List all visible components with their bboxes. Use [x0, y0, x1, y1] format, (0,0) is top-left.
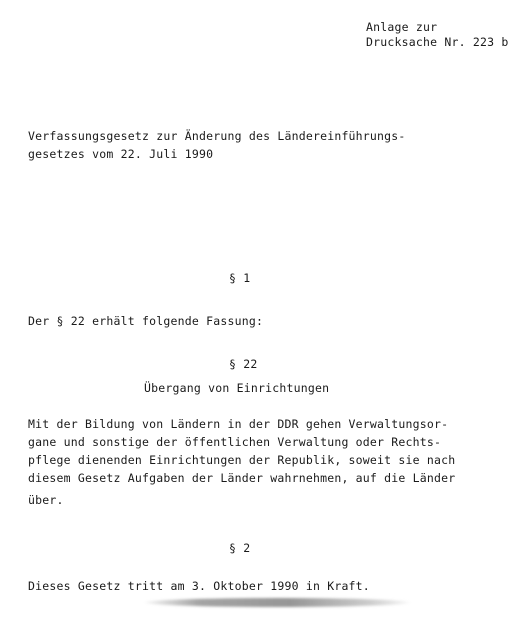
ink-smudge	[145, 598, 410, 607]
annex-line-2: Drucksache Nr. 223 b	[366, 35, 509, 49]
section-22-text-line: pflege dienenden Einrichtungen der Republik, soweit sie nach	[28, 453, 456, 467]
section-22-text-line: diesem Gesetz Aufgaben der Länder wahrnehmen, auf die Länder	[28, 471, 456, 485]
section-22-text-line: über.	[28, 493, 64, 507]
document-title-line-1: Verfassungsgesetz zur Änderung des Ländereinführungs-	[28, 129, 406, 143]
section-2-label: § 2	[229, 541, 251, 555]
section-1-text: Der § 22 erhält folgende Fassung:	[28, 314, 264, 328]
section-22-label: § 22	[229, 357, 258, 371]
section-22-heading: Übergang von Einrichtungen	[144, 381, 330, 395]
annex-line-1: Anlage zur	[366, 20, 438, 34]
section-1-label: § 1	[229, 271, 251, 285]
section-22-text-line: Mit der Bildung von Ländern in der DDR gehen Verwaltungsor-	[28, 417, 449, 431]
document-title-line-2: gesetzes vom 22. Juli 1990	[28, 147, 214, 161]
annex-reference	[366, 20, 508, 50]
section-22-text-line: gane und sonstige der öffentlichen Verwaltung oder Rechts-	[28, 435, 442, 449]
section-2-text: Dieses Gesetz tritt am 3. Oktober 1990 in Kraft.	[28, 579, 370, 593]
